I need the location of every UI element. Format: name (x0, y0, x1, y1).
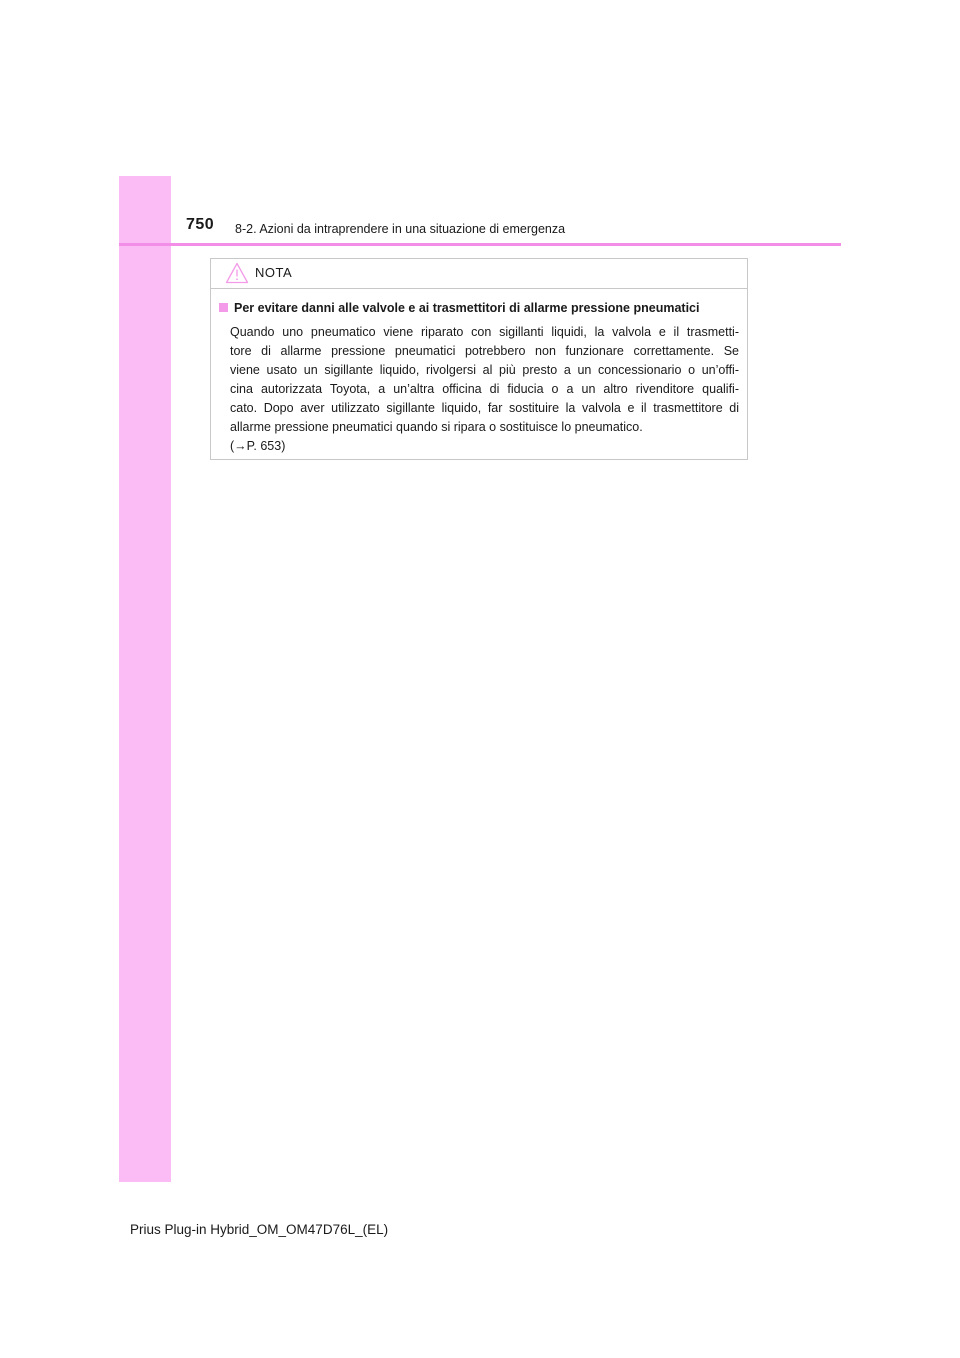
square-bullet-icon (219, 303, 228, 312)
nota-label: NOTA (255, 265, 293, 280)
item-heading (219, 301, 739, 315)
chapter-sidebar-tab (119, 176, 171, 1182)
section-title: 8-2. Azioni da intraprendere in una situazione di emergenza (235, 222, 566, 236)
nota-box (210, 258, 748, 460)
body-line: cina autorizzata Toyota, a un’altra officina di fiducia o a un altro rivenditore qualifi- (230, 382, 739, 396)
warning-triangle-icon (225, 262, 249, 284)
body-line: viene usato un sigillante liquido, rivolgersi al più presto a un concessionario o un’offi- (230, 363, 739, 377)
nota-header (211, 259, 747, 289)
nota-body (230, 323, 739, 456)
page-reference: (→P. 653) (230, 439, 286, 453)
body-line: cato. Dopo aver utilizzato sigillante liquido, far sostituire la valvola e il trasmettitore di (230, 401, 739, 415)
page-number: 750 (186, 216, 215, 233)
body-line: tore di allarme pressione pneumatici potrebbero non funzionare correttamente. Se (230, 344, 739, 358)
body-line: Quando uno pneumatico viene riparato con sigillanti liquidi, la valvola e il trasmetti- (230, 325, 739, 339)
document-id: Prius Plug-in Hybrid_OM_OM47D76L_(EL) (130, 1222, 389, 1237)
body-line: allarme pressione pneumatici quando si ripara o sostituisce lo pneumatico. (230, 420, 643, 434)
header-rule (119, 243, 841, 246)
item-heading-text: Per evitare danni alle valvole e ai trasmettitori di allarme pressione pneumatici (234, 301, 700, 315)
